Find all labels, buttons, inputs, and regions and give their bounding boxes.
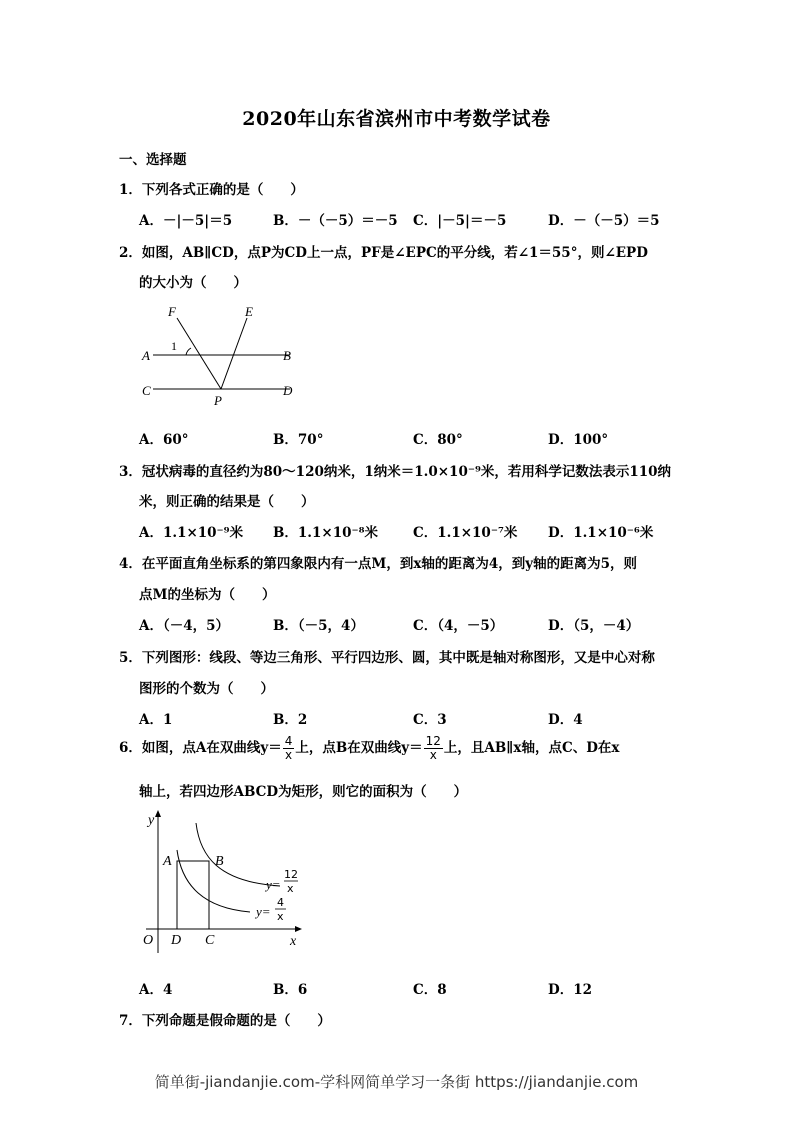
point-d-label: D bbox=[171, 933, 182, 948]
curve-4-label-prefix: y= bbox=[256, 904, 271, 919]
q2-option-c: C．80° bbox=[413, 432, 463, 448]
q2-option-d: D．100° bbox=[548, 432, 609, 448]
y-axis-arrow bbox=[155, 810, 161, 817]
axis-label-y: y bbox=[148, 813, 155, 828]
question-2-stem-b: 的大小为（ ） bbox=[139, 275, 247, 291]
q6-option-b: B．6 bbox=[273, 982, 308, 998]
point-b-label: B bbox=[215, 854, 224, 869]
q3-option-a: A．1.1×10⁻⁹米 bbox=[139, 525, 244, 541]
label-angle-1: 1 bbox=[171, 339, 177, 353]
origin-label: O bbox=[143, 933, 154, 948]
question-5-stem-b: 图形的个数为（ ） bbox=[139, 681, 274, 697]
question-3-stem-b: 米，则正确的结果是（ ） bbox=[139, 494, 315, 510]
q3-option-c: C．1.1×10⁻⁷米 bbox=[413, 525, 518, 541]
curve-4-label-num: 4 bbox=[277, 896, 284, 909]
q5-option-b: B．2 bbox=[273, 712, 308, 728]
q1-option-b: B．－（－5）＝－5 bbox=[273, 213, 398, 229]
label-d: D bbox=[283, 383, 293, 398]
point-c-label: C bbox=[205, 933, 215, 948]
q1-option-c: C．|－5|＝－5 bbox=[413, 213, 507, 229]
q5-option-a: A．1 bbox=[139, 712, 173, 728]
question-7-stem: 7．下列命题是假命题的是（ ） bbox=[119, 1013, 331, 1029]
curve-4-label-den: x bbox=[277, 910, 284, 923]
line-pf bbox=[177, 318, 221, 389]
q1-option-d: D．－（－5）＝5 bbox=[548, 213, 660, 229]
label-a: A bbox=[142, 348, 150, 363]
label-c: C bbox=[142, 383, 151, 398]
q5-option-c: C．3 bbox=[413, 712, 447, 728]
q6-option-a: A．4 bbox=[139, 982, 173, 998]
curve-12-label-prefix: y= bbox=[266, 877, 281, 892]
question-5-stem-a: 5．下列图形：线段、等边三角形、平行四边形、圆，其中既是轴对称图形，又是中心对称 bbox=[119, 650, 655, 666]
line-pe bbox=[221, 318, 247, 389]
q3-option-d: D．1.1×10⁻⁶米 bbox=[548, 525, 654, 541]
q2-option-b: B．70° bbox=[273, 432, 324, 448]
q6-part-1: 6．如图，点A在双曲线y＝ bbox=[119, 740, 282, 756]
curve-12-label-num: 12 bbox=[284, 868, 298, 881]
question-6-stem-a bbox=[119, 735, 620, 762]
label-p: P bbox=[214, 393, 222, 408]
question-3-stem-a: 3．冠状病毒的直径约为80～120纳米，1纳米＝1.0×10⁻⁹米，若用科学记数法表示110纳 bbox=[119, 464, 672, 480]
q4-option-a: A．（－4，5） bbox=[139, 618, 230, 634]
question-1-stem: 1．下列各式正确的是（ ） bbox=[119, 182, 304, 198]
q6-fraction-4-over-x: $\frac{4}{x}$ bbox=[284, 734, 293, 762]
q6-option-c: C．8 bbox=[413, 982, 447, 998]
page-title: 2020年山东省滨州市中考数学试卷 bbox=[242, 108, 551, 130]
q4-option-d: D．（5，－4） bbox=[548, 618, 640, 634]
angle-1-arc bbox=[186, 348, 191, 355]
label-f: F bbox=[168, 304, 176, 319]
curve-4-over-x bbox=[177, 850, 250, 912]
label-b: B bbox=[283, 348, 291, 363]
hyperbola-figure bbox=[138, 808, 318, 958]
q6-part-3: 上，且AB∥x轴，点C、D在x bbox=[443, 740, 620, 756]
q6-option-d: D．12 bbox=[548, 982, 592, 998]
question-6-stem-b: 轴上，若四边形ABCD为矩形，则它的面积为（ ） bbox=[139, 784, 468, 800]
question-4-stem-a: 4．在平面直角坐标系的第四象限内有一点M，到x轴的距离为4，到y轴的距离为5，则 bbox=[119, 556, 638, 572]
q4-option-c: C．（4，－5） bbox=[413, 618, 504, 634]
q6-part-2: 上，点B在双曲线y＝ bbox=[295, 740, 423, 756]
curve-12-label-den: x bbox=[287, 882, 294, 895]
q5-option-d: D．4 bbox=[548, 712, 583, 728]
page-footer: 简单街-jiandanjie.com-学科网简单学习一条街 https://jiandanjie.com bbox=[154, 1073, 639, 1091]
question-4-stem-b: 点M的坐标为（ ） bbox=[139, 587, 276, 603]
q6-fraction-12-over-x: $\frac{12}{x}$ bbox=[425, 734, 441, 762]
q3-option-b: B．1.1×10⁻⁸米 bbox=[273, 525, 379, 541]
question-2-stem-a: 2．如图，AB∥CD，点P为CD上一点，PF是∠EPC的平分线，若∠1＝55°，则∠EPD bbox=[119, 245, 648, 261]
point-a-label: A bbox=[163, 854, 172, 869]
parallel-lines-figure bbox=[135, 300, 305, 410]
q1-option-a: A．－|－5|＝5 bbox=[139, 213, 233, 229]
axis-label-x: x bbox=[290, 934, 297, 949]
section-heading: 一、选择题 bbox=[119, 152, 187, 168]
rectangle-abcd bbox=[177, 861, 209, 929]
x-axis-arrow bbox=[295, 926, 302, 932]
label-e: E bbox=[245, 304, 253, 319]
q4-option-b: B．（－5，4） bbox=[273, 618, 364, 634]
q2-option-a: A．60° bbox=[139, 432, 189, 448]
